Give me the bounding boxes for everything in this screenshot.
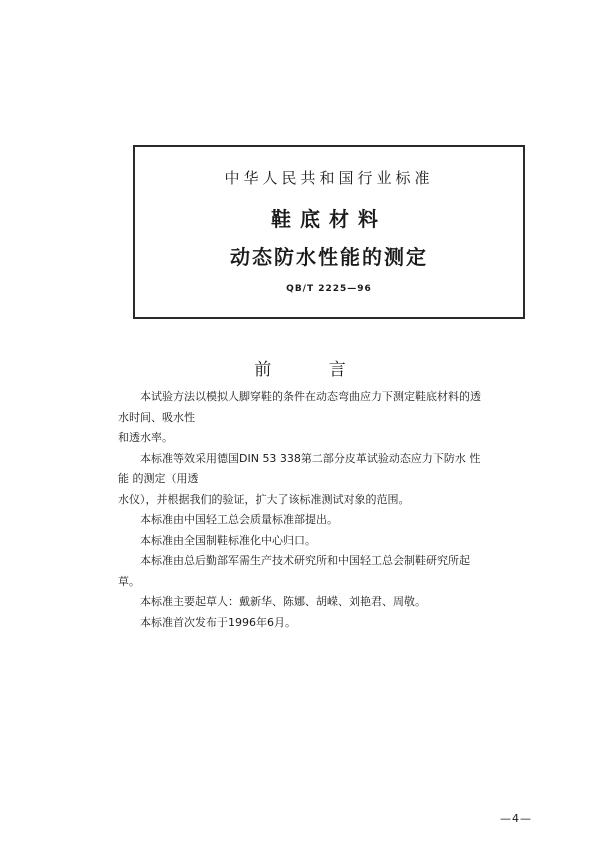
preface-line: 本标准由全国制鞋标准化中心归口。 bbox=[140, 533, 316, 547]
preface-line: 本标准由中国轻工总会质量标准部提出。 bbox=[140, 513, 338, 526]
page-number: —4— bbox=[500, 812, 532, 825]
document-title-line2: 动态防水性能的测定 bbox=[230, 245, 428, 269]
preface-line: 本标准由总后勤部军需生产技术研究所和中国轻工总会制鞋研究所起草。 bbox=[118, 554, 470, 588]
preface-line: 本标准等效采用德国DIN 53 338第二部分皮革试验动态应力下防水 性能 的测定（用透 bbox=[118, 451, 481, 485]
standard-code: QB/T 2225—96 bbox=[286, 284, 372, 294]
document-title-line1: 鞋底材料 bbox=[271, 207, 387, 231]
standard-organization: 中华人民共和国行业标准 bbox=[224, 169, 434, 187]
standard-header-box bbox=[133, 145, 525, 319]
preface-line: 本标准首次发布于1996年6月。 bbox=[140, 615, 296, 629]
preface-line: 水仪），并根据我们的验证，扩大了该标准测试对象的范围。 bbox=[118, 492, 410, 506]
preface-body bbox=[118, 387, 486, 633]
preface-heading: 前 言 bbox=[254, 360, 372, 380]
preface-line: 和透水率。 bbox=[118, 431, 173, 444]
preface-line: 本标准主要起草人：戴新华、陈娜、胡嵘、刘艳君、周敬。 bbox=[140, 595, 426, 608]
preface-line: 本试验方法以模拟人脚穿鞋的条件在动态弯曲应力下测定鞋底材料的透水时间、吸水性 bbox=[118, 390, 481, 424]
